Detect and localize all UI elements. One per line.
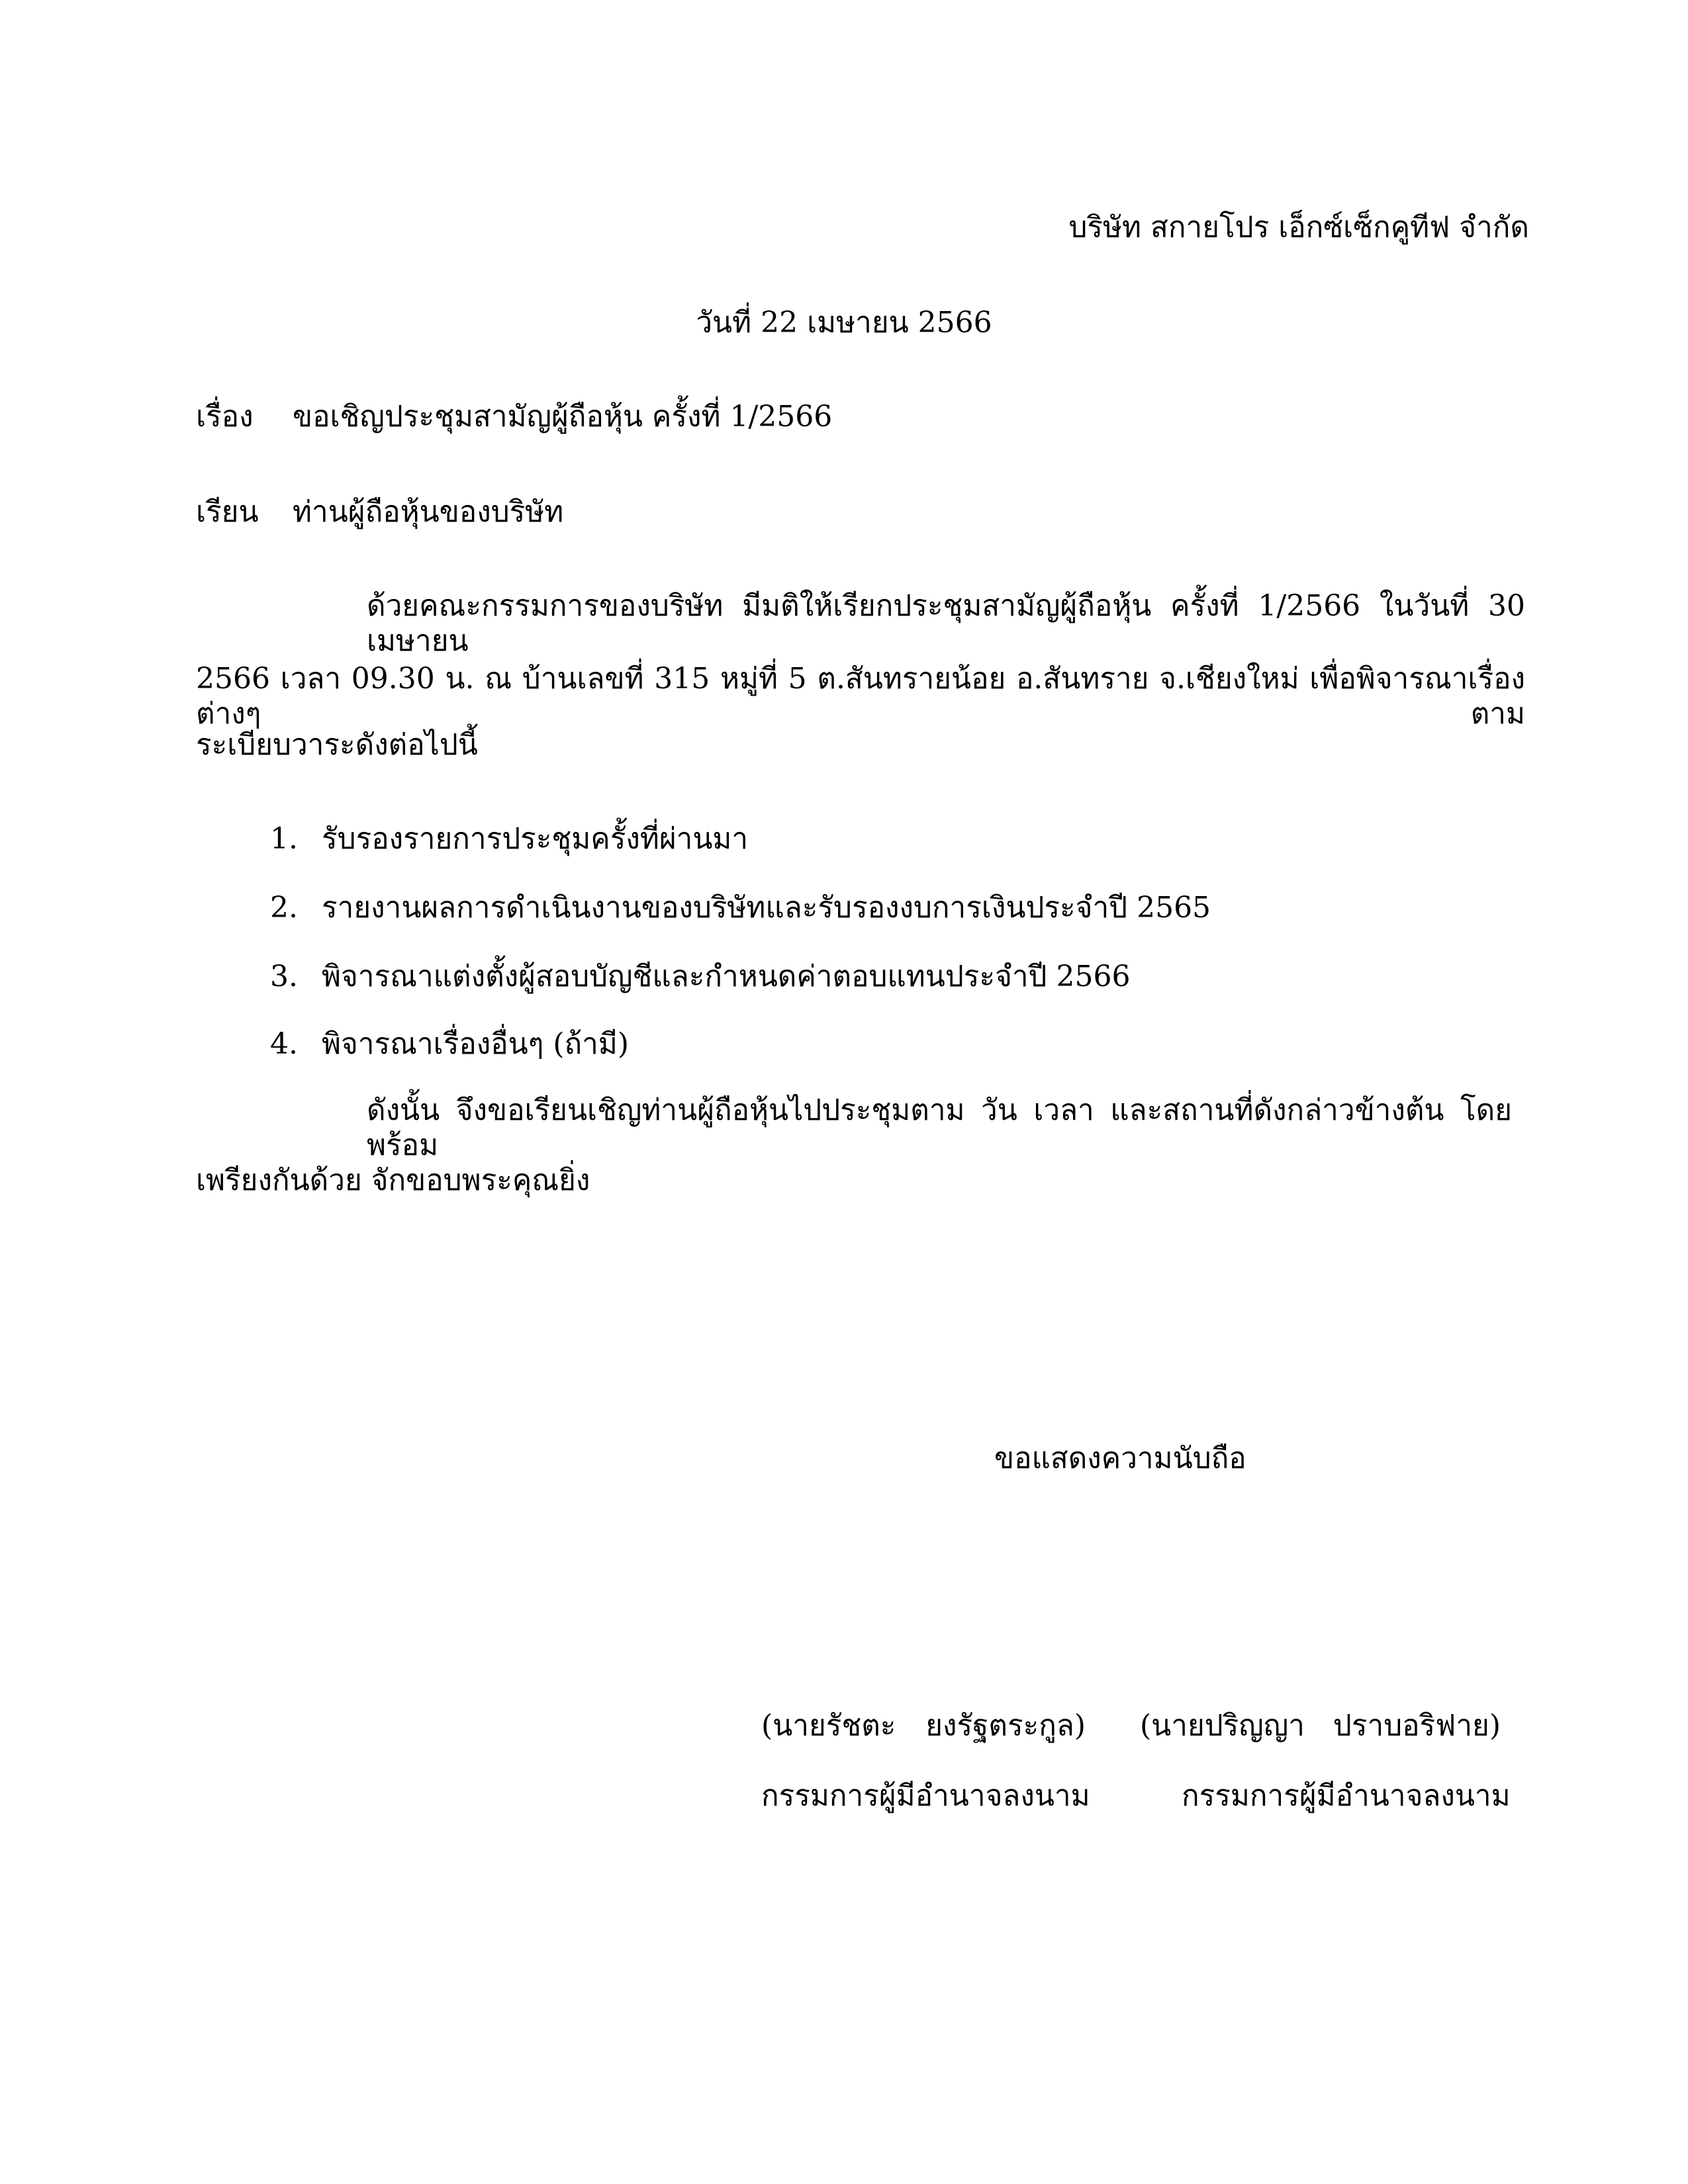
signatory-1-name <box>761 1709 1086 1744</box>
signatory-1-first-name: (นายรัชตะ <box>761 1709 896 1743</box>
signatory-1-title: กรรมการผู้มีอำนาจลงนาม <box>761 1779 1090 1813</box>
paragraph-1-line-1: ด้วยคณะกรรมการของบริษัท มีมติให้เรียกประชุมสามัญผู้ถือหุ้น ครั้งที่ 1/2566 ในวันที่ 30 เมษายน <box>367 589 1525 658</box>
paragraph-1-line-3: ระเบียบวาระดังต่อไปนี้ <box>196 728 478 762</box>
salutation-label: เรียน <box>196 495 259 529</box>
agenda-number: 4. <box>270 1027 298 1061</box>
company-name: บริษัท สกายโปร เอ็กซ์เซ็กคูทีฟ จำกัด <box>1068 210 1529 244</box>
signatory-2-first-name: (นายปริญญา <box>1140 1709 1305 1743</box>
agenda-item: รายงานผลการดำเนินงานของบริษัทและรับรองงบการเงินประจำปี 2565 <box>322 891 1211 925</box>
subject-label: เรื่อง <box>196 400 254 433</box>
signatory-2-last-name: ปราบอริฟาย) <box>1333 1709 1501 1743</box>
letter-date: วันที่ 22 เมษายน 2566 <box>696 306 992 340</box>
agenda-item: พิจารณาแต่งตั้งผู้สอบบัญชีและกำหนดค่าตอบแทนประจำปี 2566 <box>322 960 1131 993</box>
signatory-2-title: กรรมการผู้มีอำนาจลงนาม <box>1182 1779 1511 1813</box>
salutation-text: ท่านผู้ถือหุ้นของบริษัท <box>293 495 564 529</box>
agenda-item: พิจารณาเรื่องอื่นๆ (ถ้ามี) <box>322 1027 630 1061</box>
paragraph-1-line-2: 2566 เวลา 09.30 น. ณ บ้านเลขที่ 315 หมู่ที่ 5 ต.สันทรายน้อย อ.สันทราย จ.เชียงใหม่ เพื่อพิจารณาเรื่องต่างๆ ตาม <box>196 662 1525 731</box>
agenda-number: 1. <box>270 822 298 856</box>
paragraph-2-line-1: ดังนั้น จึงขอเรียนเชิญท่านผู้ถือหุ้นไปประชุมตาม วัน เวลา และสถานที่ดังกล่าวข้างต้น โดยพร้อม <box>367 1093 1512 1162</box>
agenda-item: รับรองรายการประชุมครั้งที่ผ่านมา <box>322 822 749 856</box>
paragraph-2-line-2: เพรียงกันด้วย จักขอบพระคุณยิ่ง <box>196 1163 590 1197</box>
subject-text: ขอเชิญประชุมสามัญผู้ถือหุ้น ครั้งที่ 1/2566 <box>293 400 833 433</box>
agenda-number: 3. <box>270 960 298 993</box>
closing-phrase: ขอแสดงความนับถือ <box>994 1441 1246 1475</box>
signatory-1-last-name: ยงรัฐตระกูล) <box>925 1709 1086 1743</box>
agenda-number: 2. <box>270 891 298 925</box>
signatory-2-name <box>1140 1709 1501 1744</box>
